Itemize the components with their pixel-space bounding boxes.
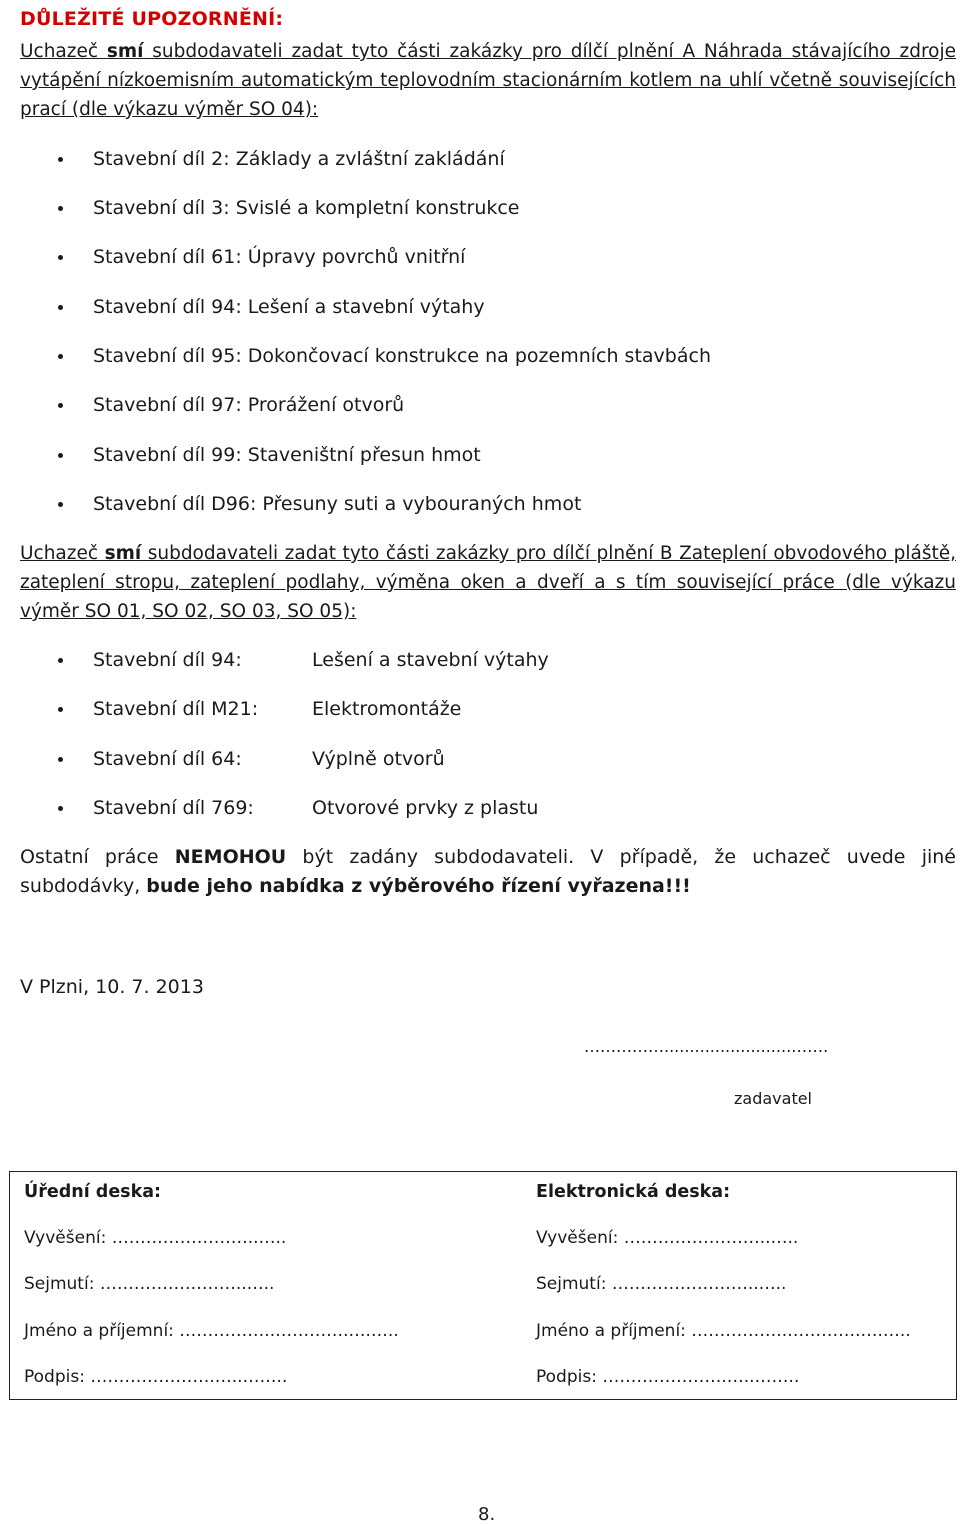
list-item-text: Stavební díl 61: Úpravy povrchů vnitřní: [93, 246, 466, 268]
bullet-icon: [58, 658, 63, 663]
section-a-intro: [20, 37, 956, 124]
section-a-intro-suffix: subdodavateli zadat tyto části zakázky pro dílčí plnění A Náhrada stávajícího zdroje vytápění nízkoemisním automatickým teplovodním stacionárním kotlem na uhlí včetně souvisejících prací (dle výkazu výměr SO 04):: [20, 41, 956, 120]
bullet-icon: [58, 305, 63, 310]
section-b-intro-bold: smí: [104, 543, 142, 564]
signer-label: zadavatel: [734, 1089, 812, 1108]
posted-field: Vyvěšení: ……………………..…..: [536, 1228, 799, 1248]
removed-field: Sejmutí: ……………………..…..: [24, 1274, 275, 1294]
note-emphasis: NEMOHOU: [174, 846, 287, 868]
signature-field: Podpis: ………………….…..……..: [24, 1367, 288, 1387]
section-b-intro-prefix: Uchazeč: [20, 543, 105, 564]
note-middle: být zadány subdodavateli. V případě, že uchazeč uvede jiné subdodávky,: [20, 846, 956, 897]
bullet-icon: [58, 453, 63, 458]
note-prefix: Ostatní práce: [20, 846, 175, 868]
list-item-text: Stavební díl 94: Lešení a stavební výtahy: [93, 296, 485, 318]
name-field: Jméno a příjemní: ……………..………….….…..: [24, 1321, 399, 1341]
signature-field: Podpis: ………………….…..……..: [536, 1367, 800, 1387]
list-item-text: Stavební díl 99: Staveništní přesun hmot: [93, 444, 481, 466]
signature-line: …………….........................…….: [584, 1037, 829, 1056]
list-item-desc: Lešení a stavební výtahy: [312, 649, 549, 671]
bullet-icon: [58, 157, 63, 162]
list-item-code: Stavební díl M21:: [93, 698, 259, 720]
page-number: 8.: [478, 1504, 496, 1525]
bullet-icon: [58, 354, 63, 359]
notice-board-box: [9, 1171, 957, 1400]
posted-field: Vyvěšení: ……………………..…..: [24, 1228, 287, 1248]
list-item-text: Stavební díl D96: Přesuny suti a vybouraných hmot: [93, 493, 582, 515]
bullet-icon: [58, 403, 63, 408]
section-b-intro: [20, 539, 956, 626]
list-item-text: Stavební díl 3: Svislé a kompletní konstrukce: [93, 197, 520, 219]
subcontract-note: [20, 843, 956, 901]
list-item-desc: Otvorové prvky z plastu: [312, 797, 539, 819]
list-item-code: Stavební díl 769:: [93, 797, 254, 819]
note-warning: bude jeho nabídka z výběrového řízení vyřazena!!!: [146, 875, 691, 897]
bullet-icon: [58, 757, 63, 762]
list-item-text: Stavební díl 97: Prorážení otvorů: [93, 394, 405, 416]
section-b-intro-suffix: subdodavateli zadat tyto části zakázky pro dílčí plnění B Zateplení obvodového pláště, zateplení stropu, zateplení podlahy, výměna oken a dveří a s tím související práce (dle výkazu výměr SO 01, SO 02, SO 03, SO 05):: [20, 543, 956, 622]
electronic-board-title: Elektronická deska:: [536, 1182, 731, 1202]
place-date: V Plzni, 10. 7. 2013: [20, 976, 204, 998]
list-item-code: Stavební díl 94:: [93, 649, 242, 671]
notice-heading: DŮLEŽITÉ UPOZORNĚNÍ:: [20, 8, 284, 30]
section-a-intro-prefix: Uchazeč: [20, 41, 107, 62]
bullet-icon: [58, 806, 63, 811]
official-board-title: Úřední deska:: [24, 1182, 162, 1202]
bullet-icon: [58, 206, 63, 211]
bullet-icon: [58, 502, 63, 507]
list-item-desc: Elektromontáže: [312, 698, 462, 720]
list-item-code: Stavební díl 64:: [93, 748, 242, 770]
bullet-icon: [58, 707, 63, 712]
removed-field: Sejmutí: ……………………..…..: [536, 1274, 787, 1294]
list-item-text: Stavební díl 95: Dokončovací konstrukce na pozemních stavbách: [93, 345, 711, 367]
section-a-intro-bold: smí: [106, 41, 144, 62]
list-item-text: Stavební díl 2: Základy a zvláštní zakládání: [93, 148, 505, 170]
list-item-desc: Výplně otvorů: [312, 748, 445, 770]
bullet-icon: [58, 255, 63, 260]
name-field: Jméno a příjmení: ……………..………….….…..: [536, 1321, 911, 1341]
